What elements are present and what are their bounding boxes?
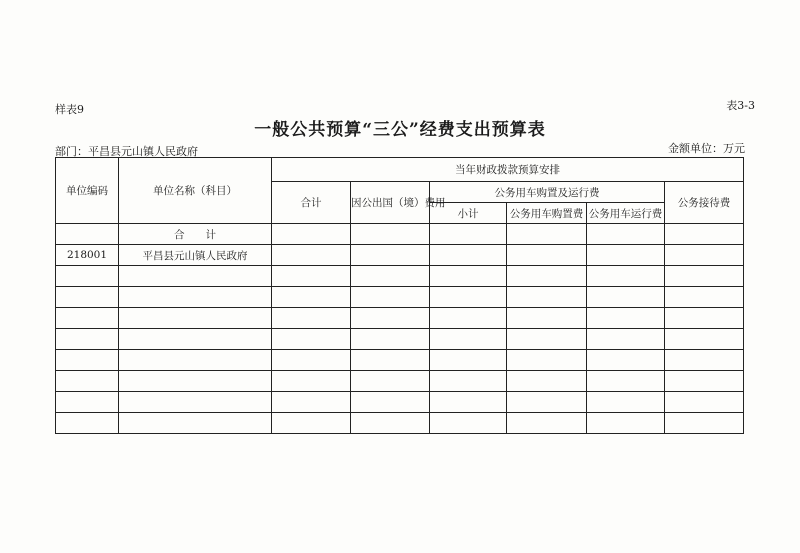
cell-vehicle-operation [587,413,665,434]
cell-subtotal [430,371,507,392]
page-title: 一般公共预算“三公”经费支出预算表 [254,120,546,140]
cell-total [272,392,351,413]
cell-unit-name [119,308,272,329]
cell-reception [665,413,744,434]
header-current-year: 当年财政拨款预算安排 [272,158,744,182]
table-row [56,266,744,287]
cell-total [272,350,351,371]
table-row [56,350,744,371]
cell-reception [665,245,744,266]
cell-reception [665,287,744,308]
cell-unit-name [119,350,272,371]
header-vehicle-operation: 公务用车运行费 [587,203,665,224]
cell-abroad [351,245,430,266]
cell-unit-name: 合 计 [119,224,272,245]
cell-vehicle-purchase [507,392,587,413]
cell-abroad [351,308,430,329]
cell-vehicle-purchase [507,350,587,371]
cell-reception [665,350,744,371]
cell-vehicle-operation [587,392,665,413]
cell-abroad [351,350,430,371]
cell-abroad [351,224,430,245]
cell-vehicle-purchase [507,287,587,308]
header-unit-code: 单位编码 [56,158,119,224]
cell-vehicle-operation [587,245,665,266]
header-abroad: 因公出国（境）费用 [351,182,430,224]
cell-unit-code [56,266,119,287]
cell-unit-code [56,329,119,350]
cell-subtotal [430,224,507,245]
cell-abroad [351,413,430,434]
cell-reception [665,329,744,350]
cell-total [272,266,351,287]
cell-abroad [351,329,430,350]
cell-total [272,308,351,329]
table-row [56,245,744,266]
cell-total [272,413,351,434]
cell-abroad [351,392,430,413]
cell-unit-name [119,329,272,350]
cell-unit-name [119,266,272,287]
cell-subtotal [430,392,507,413]
header-subtotal: 小计 [430,203,507,224]
cell-total [272,329,351,350]
cell-vehicle-operation [587,371,665,392]
table-row [56,329,744,350]
header-unit-name: 单位名称（科目） [119,158,272,224]
cell-subtotal [430,350,507,371]
cell-unit-name [119,392,272,413]
cell-subtotal [430,245,507,266]
cell-subtotal [430,308,507,329]
cell-vehicle-operation [587,350,665,371]
cell-abroad [351,371,430,392]
cell-total [272,371,351,392]
cell-vehicle-purchase [507,413,587,434]
cell-vehicle-operation [587,287,665,308]
cell-abroad [351,287,430,308]
cell-vehicle-purchase [507,245,587,266]
cell-unit-code [56,371,119,392]
cell-vehicle-operation [587,308,665,329]
table-row [56,224,744,245]
table-row [56,287,744,308]
header-vehicle-purchase: 公务用车购置费 [507,203,587,224]
cell-unit-code [56,413,119,434]
cell-unit-name [119,413,272,434]
amount-unit-label: 金额单位：万元 [668,142,745,155]
table-row [56,308,744,329]
cell-vehicle-operation [587,224,665,245]
cell-unit-code: 218001 [56,245,119,266]
cell-vehicle-operation [587,329,665,350]
header-total: 合计 [272,182,351,224]
cell-subtotal [430,329,507,350]
cell-unit-name [119,371,272,392]
cell-unit-code [56,287,119,308]
department-label: 部门：平昌县元山镇人民政府 [55,145,198,158]
cell-subtotal [430,413,507,434]
cell-reception [665,224,744,245]
cell-unit-code [56,308,119,329]
cell-unit-code [56,224,119,245]
cell-vehicle-purchase [507,329,587,350]
header-vehicle-group: 公务用车购置及运行费 [430,182,665,203]
cell-subtotal [430,287,507,308]
cell-subtotal [430,266,507,287]
cell-unit-name: 平昌县元山镇人民政府 [119,245,272,266]
cell-unit-code [56,350,119,371]
cell-vehicle-purchase [507,266,587,287]
doc-id: 样表9 [55,103,84,116]
cell-reception [665,266,744,287]
table-row [56,392,744,413]
cell-abroad [351,266,430,287]
cell-unit-code [56,392,119,413]
cell-vehicle-purchase [507,371,587,392]
budget-table [55,157,744,434]
cell-reception [665,308,744,329]
cell-vehicle-purchase [507,224,587,245]
table-number: 表3-3 [726,99,755,112]
header-reception: 公务接待费 [665,182,744,224]
cell-reception [665,371,744,392]
cell-total [272,287,351,308]
table-body [56,224,744,434]
table-row [56,371,744,392]
cell-reception [665,392,744,413]
cell-total [272,245,351,266]
table-row [56,413,744,434]
cell-total [272,224,351,245]
cell-unit-name [119,287,272,308]
cell-vehicle-purchase [507,308,587,329]
cell-vehicle-operation [587,266,665,287]
